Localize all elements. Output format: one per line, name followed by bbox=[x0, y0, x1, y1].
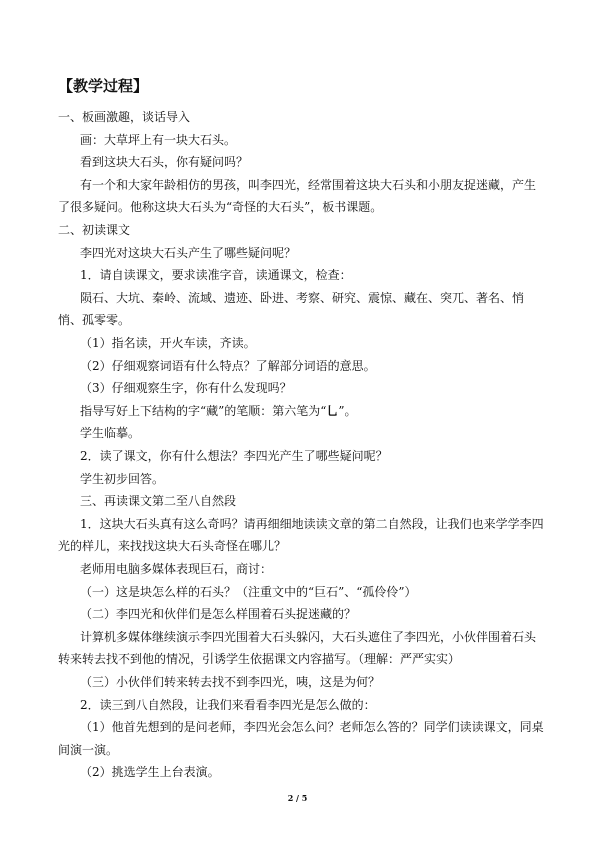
text-line: 学生初步回答。 bbox=[80, 471, 165, 486]
text-line: （1）指名读，开火车读，齐读。 bbox=[80, 336, 256, 350]
text-line-stroke-order bbox=[80, 404, 357, 418]
text-line: 间演一演。 bbox=[58, 742, 119, 757]
text-line: 2．读了课文，你有什么想法？李四光产生了哪些疑问呢？ bbox=[80, 449, 388, 463]
text-line: 1．请自读课文，要求读准字音，读通课文，检查： bbox=[80, 268, 352, 283]
text-line: 看到这块大石头，你有疑问吗？ bbox=[80, 155, 249, 170]
text-line: （1）他首先想到的是问老师，李四光会怎么问？老师怎么答的？同学们读读课文，同桌 bbox=[80, 720, 544, 735]
text-line: 三、再读课文第二至八自然段 bbox=[80, 494, 237, 509]
text-line: （三）小伙伴们转来转去找不到李四光，咦，这是为何？ bbox=[80, 675, 381, 689]
text-line: 1．这块大石头真有这么奇吗？请再细细地读读文章的第二自然段，让我们也来学学李四 bbox=[80, 516, 544, 531]
text-line: 转来转去找不到他的情况，引诱学生依据课文内容描写。（理解：严严实实） bbox=[58, 652, 461, 667]
text-line: 画：大草坪上有一块大石头。 bbox=[80, 132, 237, 147]
text-line: （一）这是块怎么样的石头？（注重文中的“巨石”、“孤伶伶”） bbox=[80, 584, 417, 599]
text-line: （2）仔细观察词语有什么特点？了解部分词语的意思。 bbox=[80, 358, 376, 373]
text-line: 陨石、大坑、秦岭、流域、遗迹、卧进、考察、研究、震惊、藏在、突兀、著名、悄 bbox=[80, 290, 525, 305]
text-line: （3）仔细观察生字，你有什么发现吗？ bbox=[80, 381, 292, 396]
text-line: 一、板画激趣，谈话导入 bbox=[58, 110, 191, 124]
stroke-order-text: 指导写好上下结构的字“藏”的笔顺：第六笔为“ bbox=[80, 403, 327, 418]
text-line: 李四光对这块大石头产生了哪些疑问呢？ bbox=[80, 245, 297, 260]
stroke-order-suffix: ”。 bbox=[338, 403, 357, 418]
text-line: 了很多疑问。他称这块大石头为“奇怪的大石头”，板书课题。 bbox=[58, 200, 383, 215]
page-number: 2 / 5 bbox=[287, 793, 308, 803]
text-line: 学生临摹。 bbox=[80, 426, 141, 441]
text-line: 计算机多媒体继续演示李四光围着大石头躲闪，大石头遮住了李四光，小伙伴围着石头 bbox=[80, 629, 537, 644]
text-line: 有一个和大家年龄相仿的男孩，叫李四光，经常围着这块大石头和小朋友捉迷藏，产生 bbox=[80, 177, 537, 192]
text-line: 2．读三到八自然段，让我们来看看李四光是怎么做的： bbox=[80, 697, 376, 712]
stroke-glyph: 乚 bbox=[326, 403, 339, 418]
text-line: 光的样儿，来找找这块大石头奇怪在哪儿？ bbox=[58, 539, 287, 554]
text-line: （2）挑选学生上台表演。 bbox=[80, 765, 220, 780]
text-line: 二、初读课文 bbox=[58, 223, 131, 237]
text-line: 悄、孤零零。 bbox=[58, 313, 131, 328]
text-line: （二）李四光和伙伴们是怎么样围着石头捉迷藏的？ bbox=[80, 607, 357, 622]
text-line: 老师用电脑多媒体表现巨石，商讨： bbox=[80, 562, 273, 576]
section-heading: 【教学过程】 bbox=[58, 77, 149, 95]
